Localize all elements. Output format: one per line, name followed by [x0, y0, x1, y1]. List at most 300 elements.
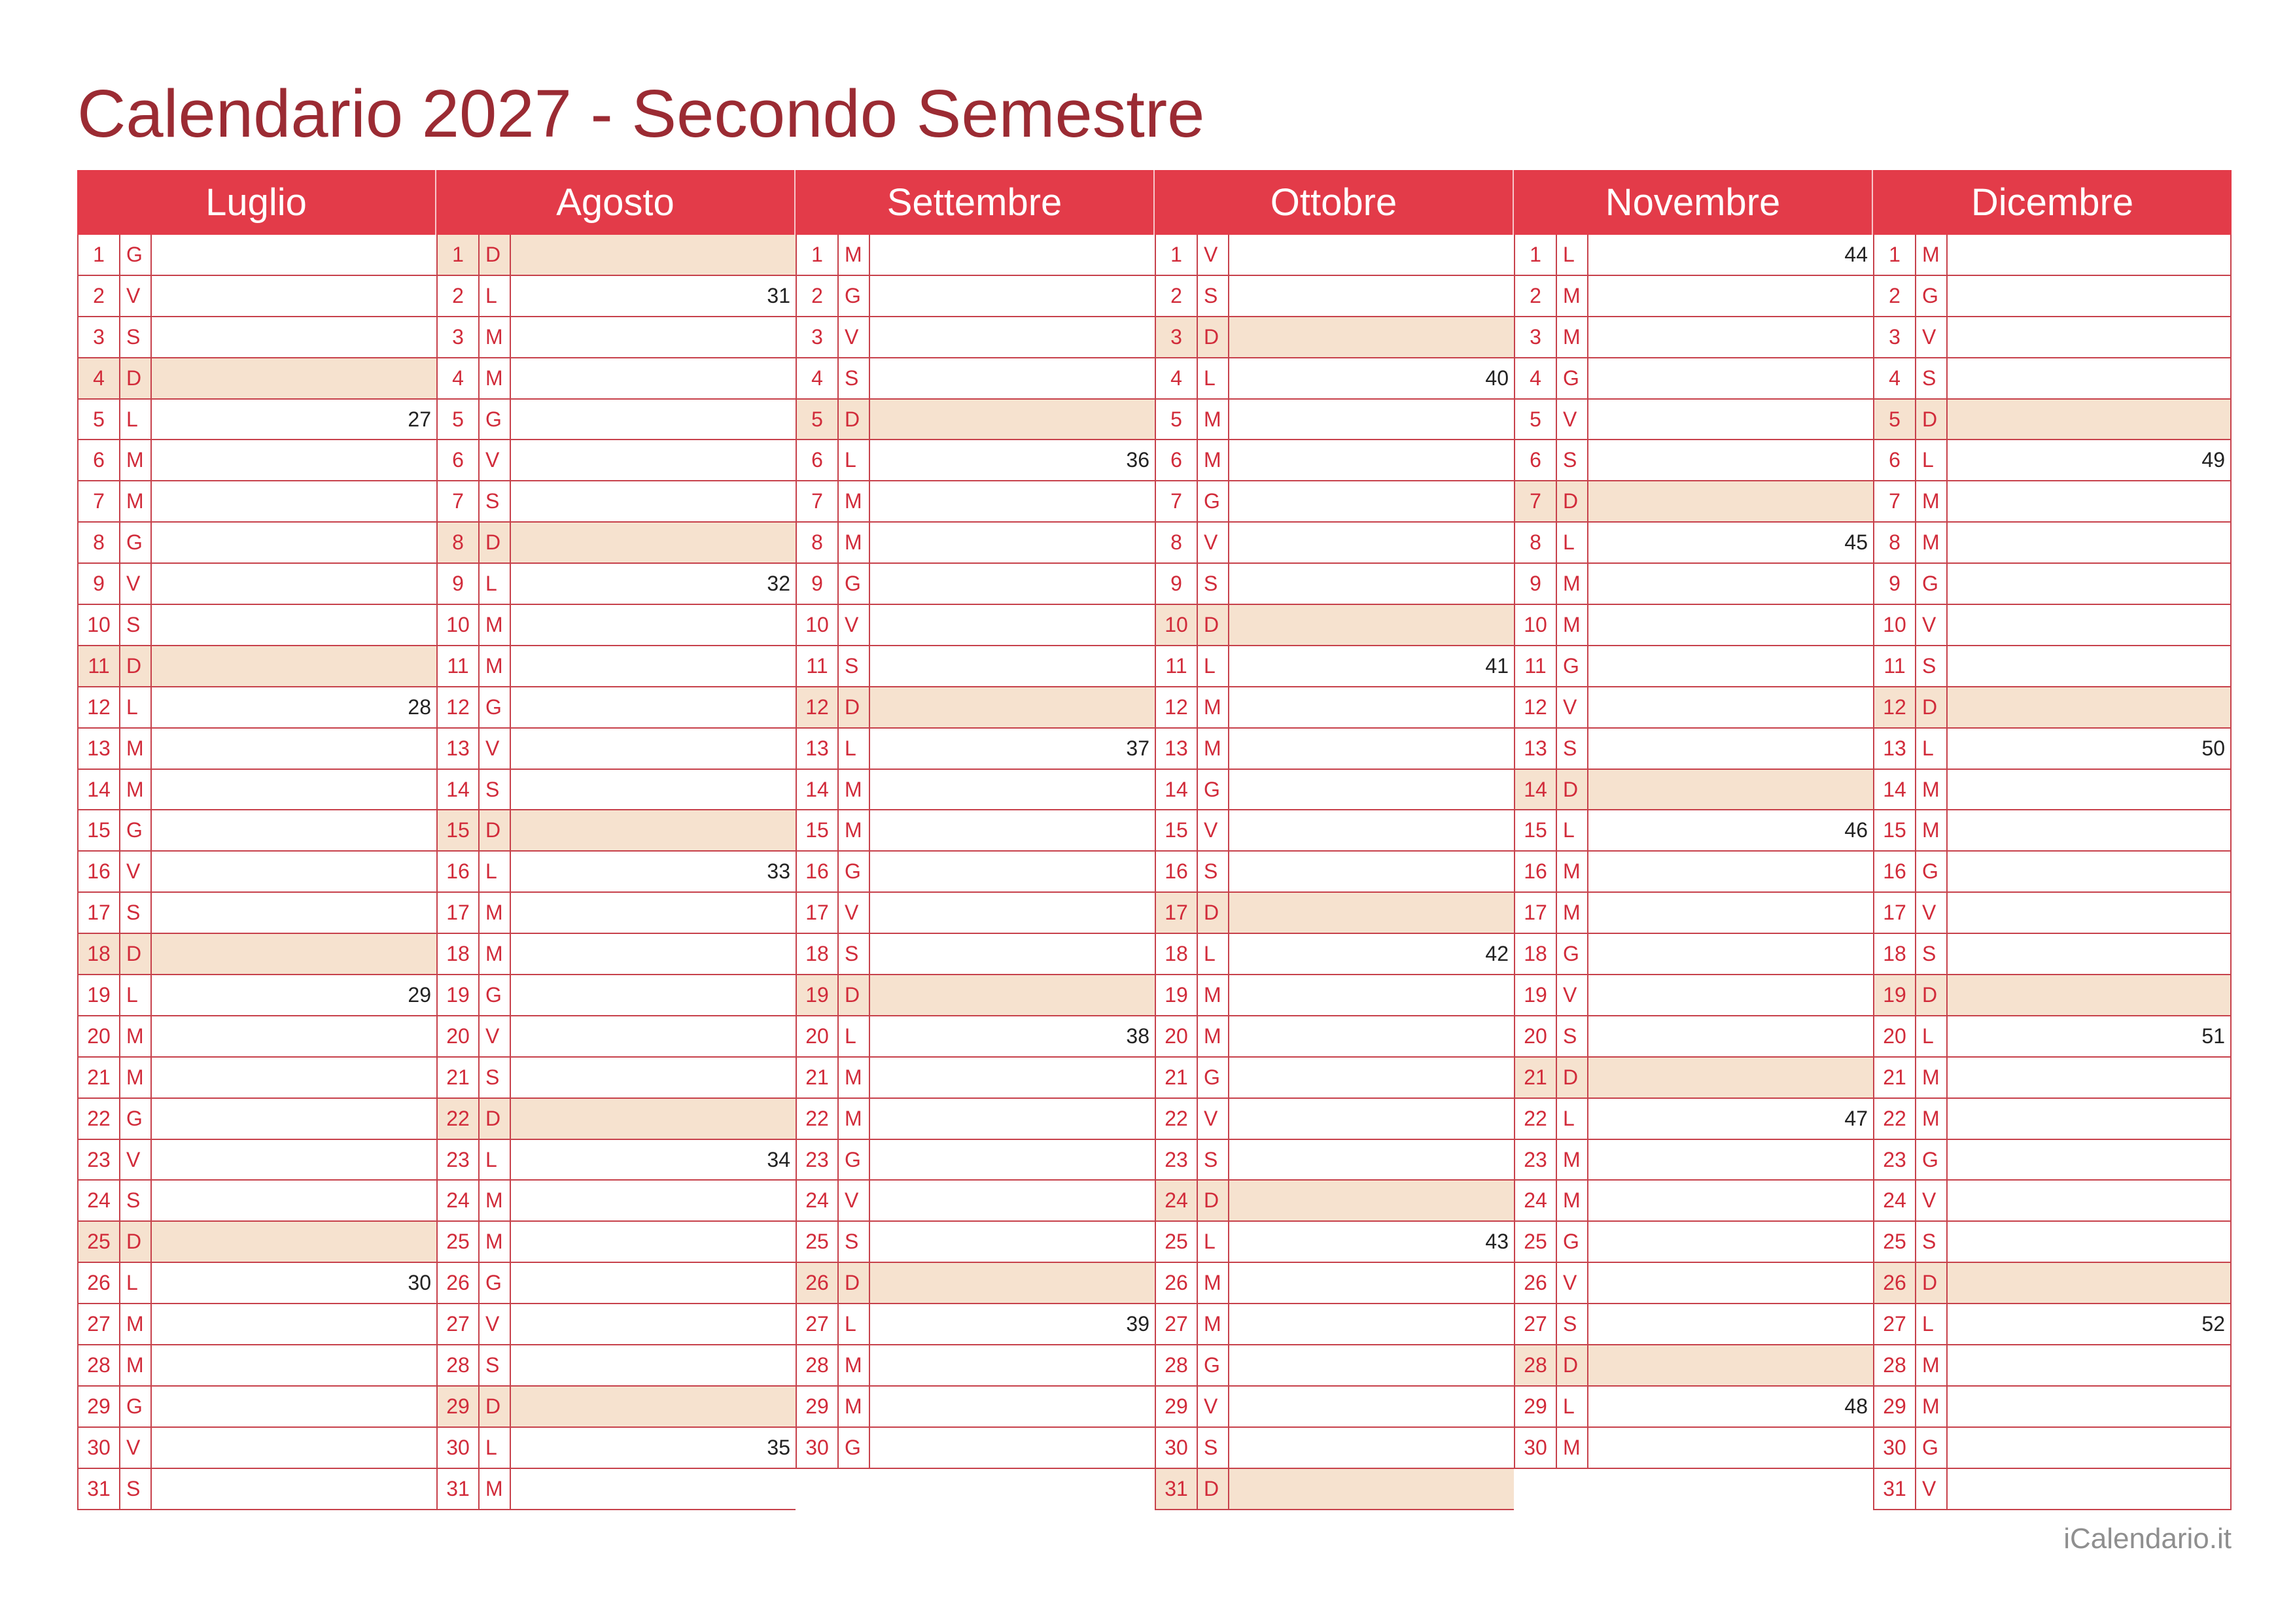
day-row	[1514, 1345, 1873, 1387]
note-cell	[511, 770, 796, 810]
note-cell	[511, 1428, 796, 1468]
note-cell	[1948, 810, 2230, 850]
day-number: 25	[438, 1222, 480, 1262]
weekday-letter: M	[120, 481, 152, 521]
day-number: 18	[1515, 934, 1557, 974]
day-row	[1155, 687, 1514, 729]
weekday-letter: S	[120, 605, 152, 645]
note-cell	[152, 1428, 436, 1468]
day-number: 27	[1515, 1304, 1557, 1344]
weekday-letter: M	[120, 1016, 152, 1056]
weekday-letter: V	[1916, 317, 1948, 357]
day-number: 29	[438, 1387, 480, 1426]
weekday-letter: M	[839, 770, 870, 810]
week-number: 38	[1126, 1024, 1149, 1048]
weekday-letter: L	[839, 1304, 870, 1344]
day-number: 22	[1156, 1099, 1198, 1139]
weekday-letter: V	[480, 1304, 511, 1344]
weekday-letter: G	[1557, 934, 1588, 974]
weekday-letter: G	[480, 975, 511, 1015]
weekday-letter: M	[1916, 770, 1948, 810]
weekday-letter: G	[1557, 358, 1588, 398]
day-row	[796, 770, 1155, 811]
note-cell	[152, 1387, 436, 1426]
day-number: 7	[1515, 481, 1557, 521]
note-cell	[870, 729, 1155, 769]
day-number: 21	[79, 1058, 120, 1097]
day-row	[796, 276, 1155, 317]
note-cell	[1948, 605, 2230, 645]
note-cell	[511, 440, 796, 480]
note-cell	[1948, 1387, 2230, 1426]
day-number: 18	[1874, 934, 1916, 974]
day-number: 5	[797, 400, 839, 440]
day-row	[77, 1099, 436, 1140]
day-number: 11	[1515, 646, 1557, 686]
day-row	[77, 893, 436, 934]
day-number: 24	[797, 1181, 839, 1220]
day-number: 21	[797, 1058, 839, 1097]
day-row	[1155, 893, 1514, 934]
day-row	[77, 646, 436, 687]
note-cell	[1229, 605, 1514, 645]
day-number: 20	[438, 1016, 480, 1056]
day-row	[77, 934, 436, 975]
day-row	[1873, 1222, 2232, 1263]
weekday-letter: D	[480, 810, 511, 850]
day-number: 9	[79, 564, 120, 604]
day-row	[1514, 1099, 1873, 1140]
day-number: 14	[79, 770, 120, 810]
day-number: 2	[79, 276, 120, 316]
day-number: 5	[1874, 400, 1916, 440]
week-number: 42	[1485, 942, 1509, 966]
day-row	[796, 1140, 1155, 1181]
day-row	[796, 481, 1155, 523]
day-number: 6	[1874, 440, 1916, 480]
day-row	[1873, 358, 2232, 400]
weekday-letter: M	[120, 1345, 152, 1385]
day-number: 20	[79, 1016, 120, 1056]
weekday-letter: D	[480, 523, 511, 562]
note-cell	[152, 358, 436, 398]
weekday-letter: M	[1198, 687, 1229, 727]
day-number: 26	[1874, 1263, 1916, 1303]
weekday-letter: S	[839, 934, 870, 974]
day-row	[436, 1181, 796, 1222]
weekday-letter: V	[1198, 1099, 1229, 1139]
note-cell	[870, 1345, 1155, 1385]
weekday-letter: V	[480, 1016, 511, 1056]
weekday-letter: S	[120, 1469, 152, 1509]
weekday-letter: V	[120, 1140, 152, 1180]
note-cell	[1229, 358, 1514, 398]
day-row	[436, 1222, 796, 1263]
day-number: 25	[1156, 1222, 1198, 1262]
day-row	[1873, 646, 2232, 687]
day-number: 12	[797, 687, 839, 727]
day-row	[796, 934, 1155, 975]
note-cell	[511, 1304, 796, 1344]
note-cell	[1229, 852, 1514, 891]
day-row	[1514, 687, 1873, 729]
week-number: 36	[1126, 448, 1149, 472]
day-row	[77, 687, 436, 729]
day-number: 23	[797, 1140, 839, 1180]
weekday-letter: L	[120, 687, 152, 727]
note-cell	[152, 605, 436, 645]
day-number: 14	[1156, 770, 1198, 810]
weekday-letter: L	[839, 440, 870, 480]
weekday-letter: G	[839, 564, 870, 604]
day-number: 4	[1156, 358, 1198, 398]
weekday-letter: V	[839, 893, 870, 933]
day-row	[1514, 276, 1873, 317]
site-credit: iCalendario.it	[2063, 1523, 2232, 1555]
day-number: 19	[1156, 975, 1198, 1015]
note-cell	[1588, 1058, 1873, 1097]
weekday-letter: L	[1198, 646, 1229, 686]
day-row	[436, 1469, 796, 1510]
note-cell	[511, 1140, 796, 1180]
day-row	[1873, 605, 2232, 646]
day-row	[796, 1016, 1155, 1058]
day-row	[796, 317, 1155, 358]
day-row	[796, 1345, 1155, 1387]
day-row	[1873, 1345, 2232, 1387]
day-row	[1514, 1428, 1873, 1469]
day-number: 28	[1515, 1345, 1557, 1385]
note-cell	[1229, 1222, 1514, 1262]
weekday-letter: M	[480, 317, 511, 357]
weekday-letter: D	[1198, 1469, 1229, 1509]
week-number: 28	[408, 695, 431, 719]
note-cell	[1948, 1016, 2230, 1056]
day-number: 4	[1874, 358, 1916, 398]
day-row	[1514, 1263, 1873, 1304]
day-number: 16	[1874, 852, 1916, 891]
day-number: 31	[79, 1469, 120, 1509]
day-number: 13	[797, 729, 839, 769]
day-number: 17	[1874, 893, 1916, 933]
day-row	[1873, 770, 2232, 811]
day-number: 31	[1156, 1469, 1198, 1509]
day-row	[77, 1387, 436, 1428]
day-number: 12	[1156, 687, 1198, 727]
week-number: 48	[1844, 1394, 1868, 1418]
day-row	[1873, 1016, 2232, 1058]
day-row	[1873, 317, 2232, 358]
day-number: 15	[1515, 810, 1557, 850]
day-row	[436, 564, 796, 605]
day-row	[1155, 975, 1514, 1016]
month-novembre	[1514, 170, 1873, 1512]
day-row	[1514, 770, 1873, 811]
weekday-letter: M	[839, 1387, 870, 1426]
day-row	[436, 646, 796, 687]
day-row	[436, 1428, 796, 1469]
day-row	[77, 317, 436, 358]
note-cell	[870, 440, 1155, 480]
month-header: Settembre	[796, 170, 1155, 235]
day-row	[1155, 358, 1514, 400]
note-cell	[1588, 1387, 1873, 1426]
weekday-letter: D	[120, 646, 152, 686]
weekday-letter: V	[480, 729, 511, 769]
note-cell	[1229, 1304, 1514, 1344]
weekday-letter: D	[480, 235, 511, 275]
weekday-letter: V	[1557, 400, 1588, 440]
day-row	[436, 440, 796, 481]
note-cell	[152, 1099, 436, 1139]
day-number: 18	[797, 934, 839, 974]
day-row	[796, 1263, 1155, 1304]
day-row	[1873, 1469, 2232, 1510]
day-number: 19	[1515, 975, 1557, 1015]
day-number: 12	[1515, 687, 1557, 727]
note-cell	[870, 1263, 1155, 1303]
note-cell	[1229, 317, 1514, 357]
note-cell	[1948, 687, 2230, 727]
day-number: 1	[1156, 235, 1198, 275]
weekday-letter: S	[839, 1222, 870, 1262]
day-number: 3	[438, 317, 480, 357]
note-cell	[870, 852, 1155, 891]
day-number: 1	[797, 235, 839, 275]
note-cell	[511, 605, 796, 645]
note-cell	[1948, 646, 2230, 686]
note-cell	[1948, 1140, 2230, 1180]
day-row	[1873, 523, 2232, 564]
day-row	[1155, 934, 1514, 975]
day-row	[1873, 1387, 2232, 1428]
day-number: 15	[797, 810, 839, 850]
note-cell	[1229, 440, 1514, 480]
day-number: 17	[1515, 893, 1557, 933]
weekday-letter: L	[1557, 810, 1588, 850]
weekday-letter: M	[120, 1058, 152, 1097]
day-number: 5	[79, 400, 120, 440]
note-cell	[1588, 1222, 1873, 1262]
day-row	[77, 1304, 436, 1345]
day-number: 18	[79, 934, 120, 974]
day-number: 4	[79, 358, 120, 398]
weekday-letter: G	[480, 1263, 511, 1303]
note-cell	[1948, 440, 2230, 480]
note-cell	[511, 523, 796, 562]
day-number: 30	[797, 1428, 839, 1468]
note-cell	[1229, 276, 1514, 316]
note-cell	[152, 440, 436, 480]
weekday-letter: D	[1916, 400, 1948, 440]
note-cell	[1948, 400, 2230, 440]
day-number: 13	[438, 729, 480, 769]
note-cell	[870, 481, 1155, 521]
day-row	[1155, 317, 1514, 358]
day-number: 9	[1156, 564, 1198, 604]
note-cell	[1229, 1099, 1514, 1139]
note-cell	[511, 1387, 796, 1426]
note-cell	[870, 276, 1155, 316]
note-cell	[870, 1222, 1155, 1262]
day-number: 20	[1515, 1016, 1557, 1056]
day-number: 1	[1515, 235, 1557, 275]
day-row	[436, 1099, 796, 1140]
weekday-letter: D	[839, 400, 870, 440]
day-number: 2	[1156, 276, 1198, 316]
month-header: Luglio	[77, 170, 436, 235]
day-row	[436, 1345, 796, 1387]
note-cell	[152, 1304, 436, 1344]
note-cell	[152, 770, 436, 810]
day-number: 6	[79, 440, 120, 480]
note-cell	[511, 729, 796, 769]
day-row	[77, 400, 436, 441]
day-row	[436, 934, 796, 975]
day-row	[796, 564, 1155, 605]
weekday-letter: V	[1198, 1387, 1229, 1426]
weekday-letter: S	[1198, 564, 1229, 604]
day-number: 28	[797, 1345, 839, 1385]
day-row	[1873, 564, 2232, 605]
day-row	[77, 481, 436, 523]
note-cell	[870, 770, 1155, 810]
note-cell	[511, 317, 796, 357]
day-row	[1873, 400, 2232, 441]
day-row	[436, 810, 796, 852]
day-row	[1155, 1222, 1514, 1263]
day-row	[436, 1016, 796, 1058]
note-cell	[1948, 1181, 2230, 1220]
month-dicembre	[1873, 170, 2232, 1512]
day-row	[1155, 1016, 1514, 1058]
weekday-letter: M	[839, 810, 870, 850]
day-row	[77, 1016, 436, 1058]
week-number: 44	[1844, 242, 1868, 266]
day-number: 18	[438, 934, 480, 974]
day-row	[77, 1428, 436, 1469]
note-cell	[870, 646, 1155, 686]
day-row	[1873, 440, 2232, 481]
note-cell	[152, 400, 436, 440]
day-number: 20	[1156, 1016, 1198, 1056]
day-row	[436, 1058, 796, 1099]
day-number: 8	[797, 523, 839, 562]
day-number: 1	[79, 235, 120, 275]
weekday-letter: S	[1916, 934, 1948, 974]
day-row	[1155, 729, 1514, 770]
day-number: 8	[1156, 523, 1198, 562]
note-cell	[870, 893, 1155, 933]
note-cell	[1229, 729, 1514, 769]
weekday-letter: M	[839, 481, 870, 521]
weekday-letter: G	[839, 1140, 870, 1180]
day-row	[796, 646, 1155, 687]
day-number: 24	[438, 1181, 480, 1220]
weekday-letter: D	[839, 687, 870, 727]
weekday-letter: S	[480, 1345, 511, 1385]
day-row	[796, 605, 1155, 646]
weekday-letter: V	[1916, 1181, 1948, 1220]
day-number: 1	[1874, 235, 1916, 275]
day-number: 27	[1874, 1304, 1916, 1344]
weekday-letter: G	[120, 1099, 152, 1139]
day-number: 2	[797, 276, 839, 316]
day-row	[1514, 1181, 1873, 1222]
weekday-letter: L	[839, 729, 870, 769]
weekday-letter: V	[120, 852, 152, 891]
weekday-letter: S	[1198, 1140, 1229, 1180]
weekday-letter: M	[1557, 317, 1588, 357]
weekday-letter: S	[1557, 440, 1588, 480]
day-number: 17	[797, 893, 839, 933]
weekday-letter: D	[120, 358, 152, 398]
note-cell	[511, 646, 796, 686]
weekday-letter: M	[839, 1058, 870, 1097]
note-cell	[1588, 235, 1873, 275]
weekday-letter: D	[1916, 687, 1948, 727]
day-number: 15	[1156, 810, 1198, 850]
note-cell	[1588, 400, 1873, 440]
weekday-letter: G	[839, 276, 870, 316]
day-number: 8	[79, 523, 120, 562]
note-cell	[1229, 481, 1514, 521]
day-row	[436, 235, 796, 276]
day-number: 3	[79, 317, 120, 357]
day-number: 20	[1874, 1016, 1916, 1056]
weekday-letter: L	[480, 1140, 511, 1180]
note-cell	[870, 810, 1155, 850]
weekday-letter: M	[1916, 523, 1948, 562]
day-row	[1514, 317, 1873, 358]
note-cell	[1948, 1304, 2230, 1344]
weekday-letter: L	[480, 276, 511, 316]
day-number: 16	[797, 852, 839, 891]
day-row	[796, 440, 1155, 481]
day-number: 19	[438, 975, 480, 1015]
day-number: 5	[1156, 400, 1198, 440]
weekday-letter: V	[1916, 1469, 1948, 1509]
note-cell	[1948, 1222, 2230, 1262]
weekday-letter: L	[120, 975, 152, 1015]
note-cell	[1948, 729, 2230, 769]
day-number: 15	[438, 810, 480, 850]
day-number: 17	[79, 893, 120, 933]
day-row	[1873, 1181, 2232, 1222]
note-cell	[1588, 770, 1873, 810]
weekday-letter: M	[480, 646, 511, 686]
note-cell	[1948, 1469, 2230, 1509]
note-cell	[1588, 810, 1873, 850]
note-cell	[870, 1304, 1155, 1344]
day-row	[1155, 1181, 1514, 1222]
day-row	[1514, 975, 1873, 1016]
note-cell	[1948, 481, 2230, 521]
note-cell	[511, 975, 796, 1015]
day-row	[796, 1058, 1155, 1099]
note-cell	[1229, 810, 1514, 850]
note-cell	[152, 893, 436, 933]
weekday-letter: M	[1916, 1387, 1948, 1426]
note-cell	[1948, 893, 2230, 933]
day-row	[796, 1387, 1155, 1428]
day-row	[1514, 1058, 1873, 1099]
day-number: 12	[438, 687, 480, 727]
weekday-letter: S	[1557, 729, 1588, 769]
day-number: 28	[1874, 1345, 1916, 1385]
day-number: 7	[79, 481, 120, 521]
day-row	[436, 893, 796, 934]
